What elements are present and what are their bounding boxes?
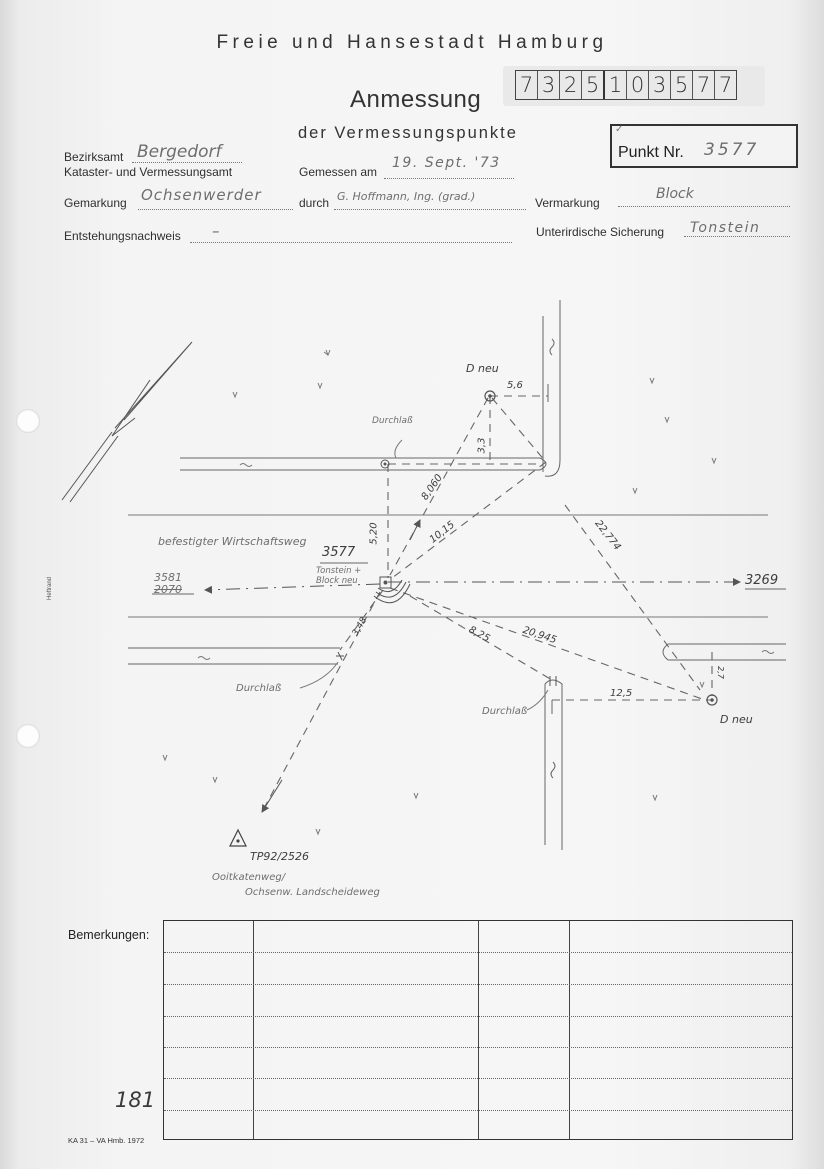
measurement-2-7: 2,7 [715,666,725,679]
serial-digit: 3 [538,71,560,99]
measurement-5-20: 5,20 [368,522,380,545]
vermarkung-value: Block [656,186,694,202]
point-3269-label: 3269 [745,573,779,588]
check-mark: ✓ [615,124,624,135]
measurement-8-25: 8,25 [466,624,492,645]
table-row-line [164,1078,792,1079]
wave-symbols [198,464,774,660]
point-3581-label: 3581 [154,571,182,584]
ditch-left-bottom [128,648,340,664]
triangle-icon [230,830,246,846]
table-row-line [164,1016,792,1017]
durchlass-bottom-label: Durchlaß [482,706,528,717]
serial-digit: 7 [516,71,538,99]
table-column-divider [569,921,570,1139]
d-neu-bottom-label: D neu [720,713,753,726]
serial-digit: 7 [693,71,715,99]
heftrand-label: Heftrand [47,576,53,600]
gemessen-value: 19. Sept. '73 [392,155,501,171]
kataster-label: Kataster- und Vermessungsamt [64,165,233,179]
form-subtitle: der Vermessungspunkte [298,124,518,142]
measurement-3-3: 3,3 [476,437,488,454]
measurement-10-15: 10,15 [427,519,457,546]
form-title: Anmessung [350,86,482,113]
north-arrow-icon [62,342,192,502]
main-axis-line [205,582,740,590]
punkt-number-label: Punkt Nr. [618,144,684,161]
d-neu-top-label: D neu [466,362,499,375]
punkt-number-value: 3577 [704,140,760,160]
serial-digit: 1 [605,71,627,99]
serial-digit: 7 [718,73,733,97]
bezirksamt-label: Bezirksamt [64,150,124,164]
page-number: 181 [115,1088,156,1112]
remarks-label: Bemerkungen: [68,928,150,942]
tp-location-line2: Ochsenw. Landscheideweg [245,887,380,898]
table-column-divider [253,921,254,1139]
tp-location-line1: Ooitkatenweg/ [212,872,286,883]
form-code: KA 31 – VA Hmb. 1972 [68,1136,145,1145]
wirtschaftsweg-label: befestigter Wirtschaftsweg [158,535,307,548]
gemessen-label: Gemessen am [299,165,378,179]
sicherung-label: Unterirdische Sicherung [536,225,665,239]
table-row-line [164,1110,792,1111]
ditch-vertical-top [543,300,560,476]
measurement-3-48: 3,48 [350,615,370,639]
ditch-vertical-bottom [545,680,562,850]
serial-digit: 5 [582,71,605,99]
vermarkung-label: Vermarkung [535,196,600,210]
serial-digit: 0 [627,71,649,99]
sicherung-value: Tonstein [690,220,761,236]
serial-digit: 5 [671,71,693,99]
measurement-22-774: 22,774 [592,518,623,553]
entstehungsnachweis-value: – [212,222,220,240]
d-neu-markers [485,391,717,705]
durchlass-left-label: Durchlaß [236,683,282,694]
serial-digit: 2 [560,71,582,99]
durchlass-top-label: Durchlaß [372,416,413,426]
durch-label: durch [299,196,330,210]
ditch-symbols [548,339,555,778]
measurement-8-060: 8,060 [419,472,446,503]
point-2070-label: 2070 [154,583,182,596]
serial-digit: 3 [649,71,671,99]
vegetation-symbols [163,350,716,834]
bezirksamt-value: Bergedorf [137,142,222,162]
city-title: Freie und Hansestadt Hamburg [216,32,608,53]
measurement-12-5: 12,5 [610,688,633,699]
entstehungsnachweis-label: Entstehungsnachweis [64,229,181,243]
durch-value: G. Hoffmann, Ing. (grad.) [337,190,476,203]
table-row-line [164,952,792,953]
table-row-line [164,984,792,985]
point-3577-note: Tonstein + Block neu [316,566,362,586]
remarks-table [163,920,793,1140]
gemarkung-label: Gemarkung [64,196,127,210]
table-column-divider [478,921,479,1139]
measurement-5-6: 5,6 [507,380,523,391]
table-row-line [164,1047,792,1048]
underlines [152,563,786,594]
point-3577-label: 3577 [322,545,356,560]
tp-label: TP92/2526 [250,850,310,863]
gemarkung-value: Ochsenwerder [141,186,262,204]
measurement-20-945: 20,945 [521,624,558,647]
